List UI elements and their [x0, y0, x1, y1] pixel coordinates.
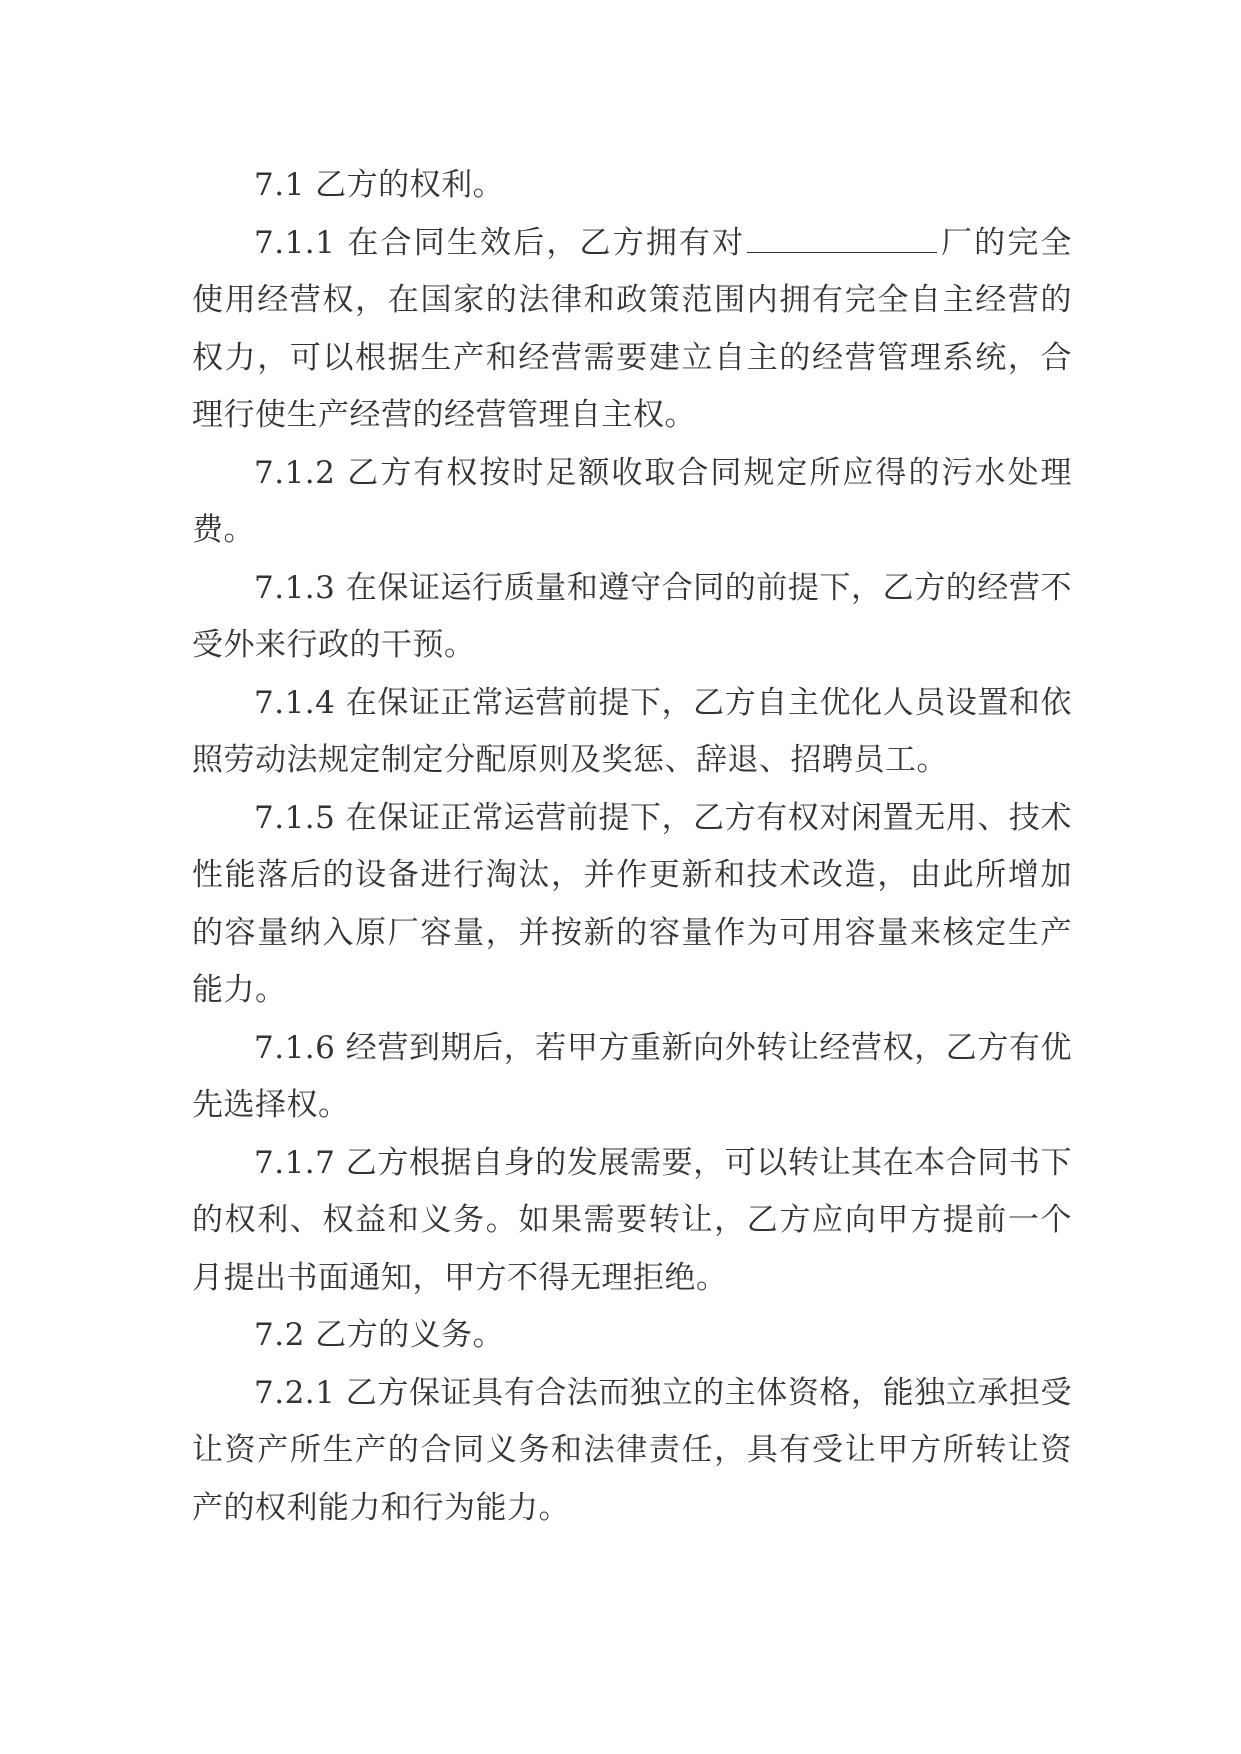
paragraph-7-2-1: 7.2.1 乙方保证具有合法而独立的主体资格，能独立承担受让资产所生产的合同义务和法律责任，具有受让甲方所转让资产的权利能力和行为能力。 [192, 1374, 1072, 1526]
document-body [192, 157, 1072, 1537]
paragraph-7-1-1 [192, 215, 1072, 445]
paragraph-7-1-1-rest: 厂的完全使用经营权，在国家的法律和政策范围内拥有完全自主经营的权力，可以根据生产和经营需要建立自主的经营管理系统，合理行使生产经营的经营管理自主权。 [192, 224, 1073, 433]
paragraph-7-1-4: 7.1.4 在保证正常运营前提下，乙方自主优化人员设置和依照劳动法规定制定分配原则及奖惩、辞退、招聘员工。 [192, 684, 1072, 778]
paragraph-7-1-6: 7.1.6 经营到期后，若甲方重新向外转让经营权，乙方有优先选择权。 [192, 1029, 1072, 1123]
paragraph-7-1-7: 7.1.7 乙方根据自身的发展需要，可以转让其在本合同书下的权利、权益和义务。如果需要转让，乙方应向甲方提前一个月提出书面通知，甲方不得无理拒绝。 [192, 1144, 1072, 1296]
paragraph-7-2: 7.2 乙方的义务。 [254, 1317, 505, 1353]
paragraph-7-1: 7.1 乙方的权利。 [254, 167, 505, 203]
paragraph-7-1-5: 7.1.5 在保证正常运营前提下，乙方有权对闲置无用、技术性能落后的设备进行淘汰，并作更新和技术改造，由此所增加的容量纳入原厂容量，并按新的容量作为可用容量来核定生产能力。 [192, 799, 1072, 1008]
paragraph-7-1-1-lead: 7.1.1 在合同生效后，乙方拥有对 [254, 224, 746, 261]
fill-in-blank-line [747, 222, 937, 253]
paragraph-7-1-3: 7.1.3 在保证运行质量和遵守合同的前提下，乙方的经营不受外来行政的干预。 [192, 569, 1072, 663]
paragraph-7-1-2: 7.1.2 乙方有权按时足额收取合同规定所应得的污水处理费。 [192, 454, 1072, 548]
